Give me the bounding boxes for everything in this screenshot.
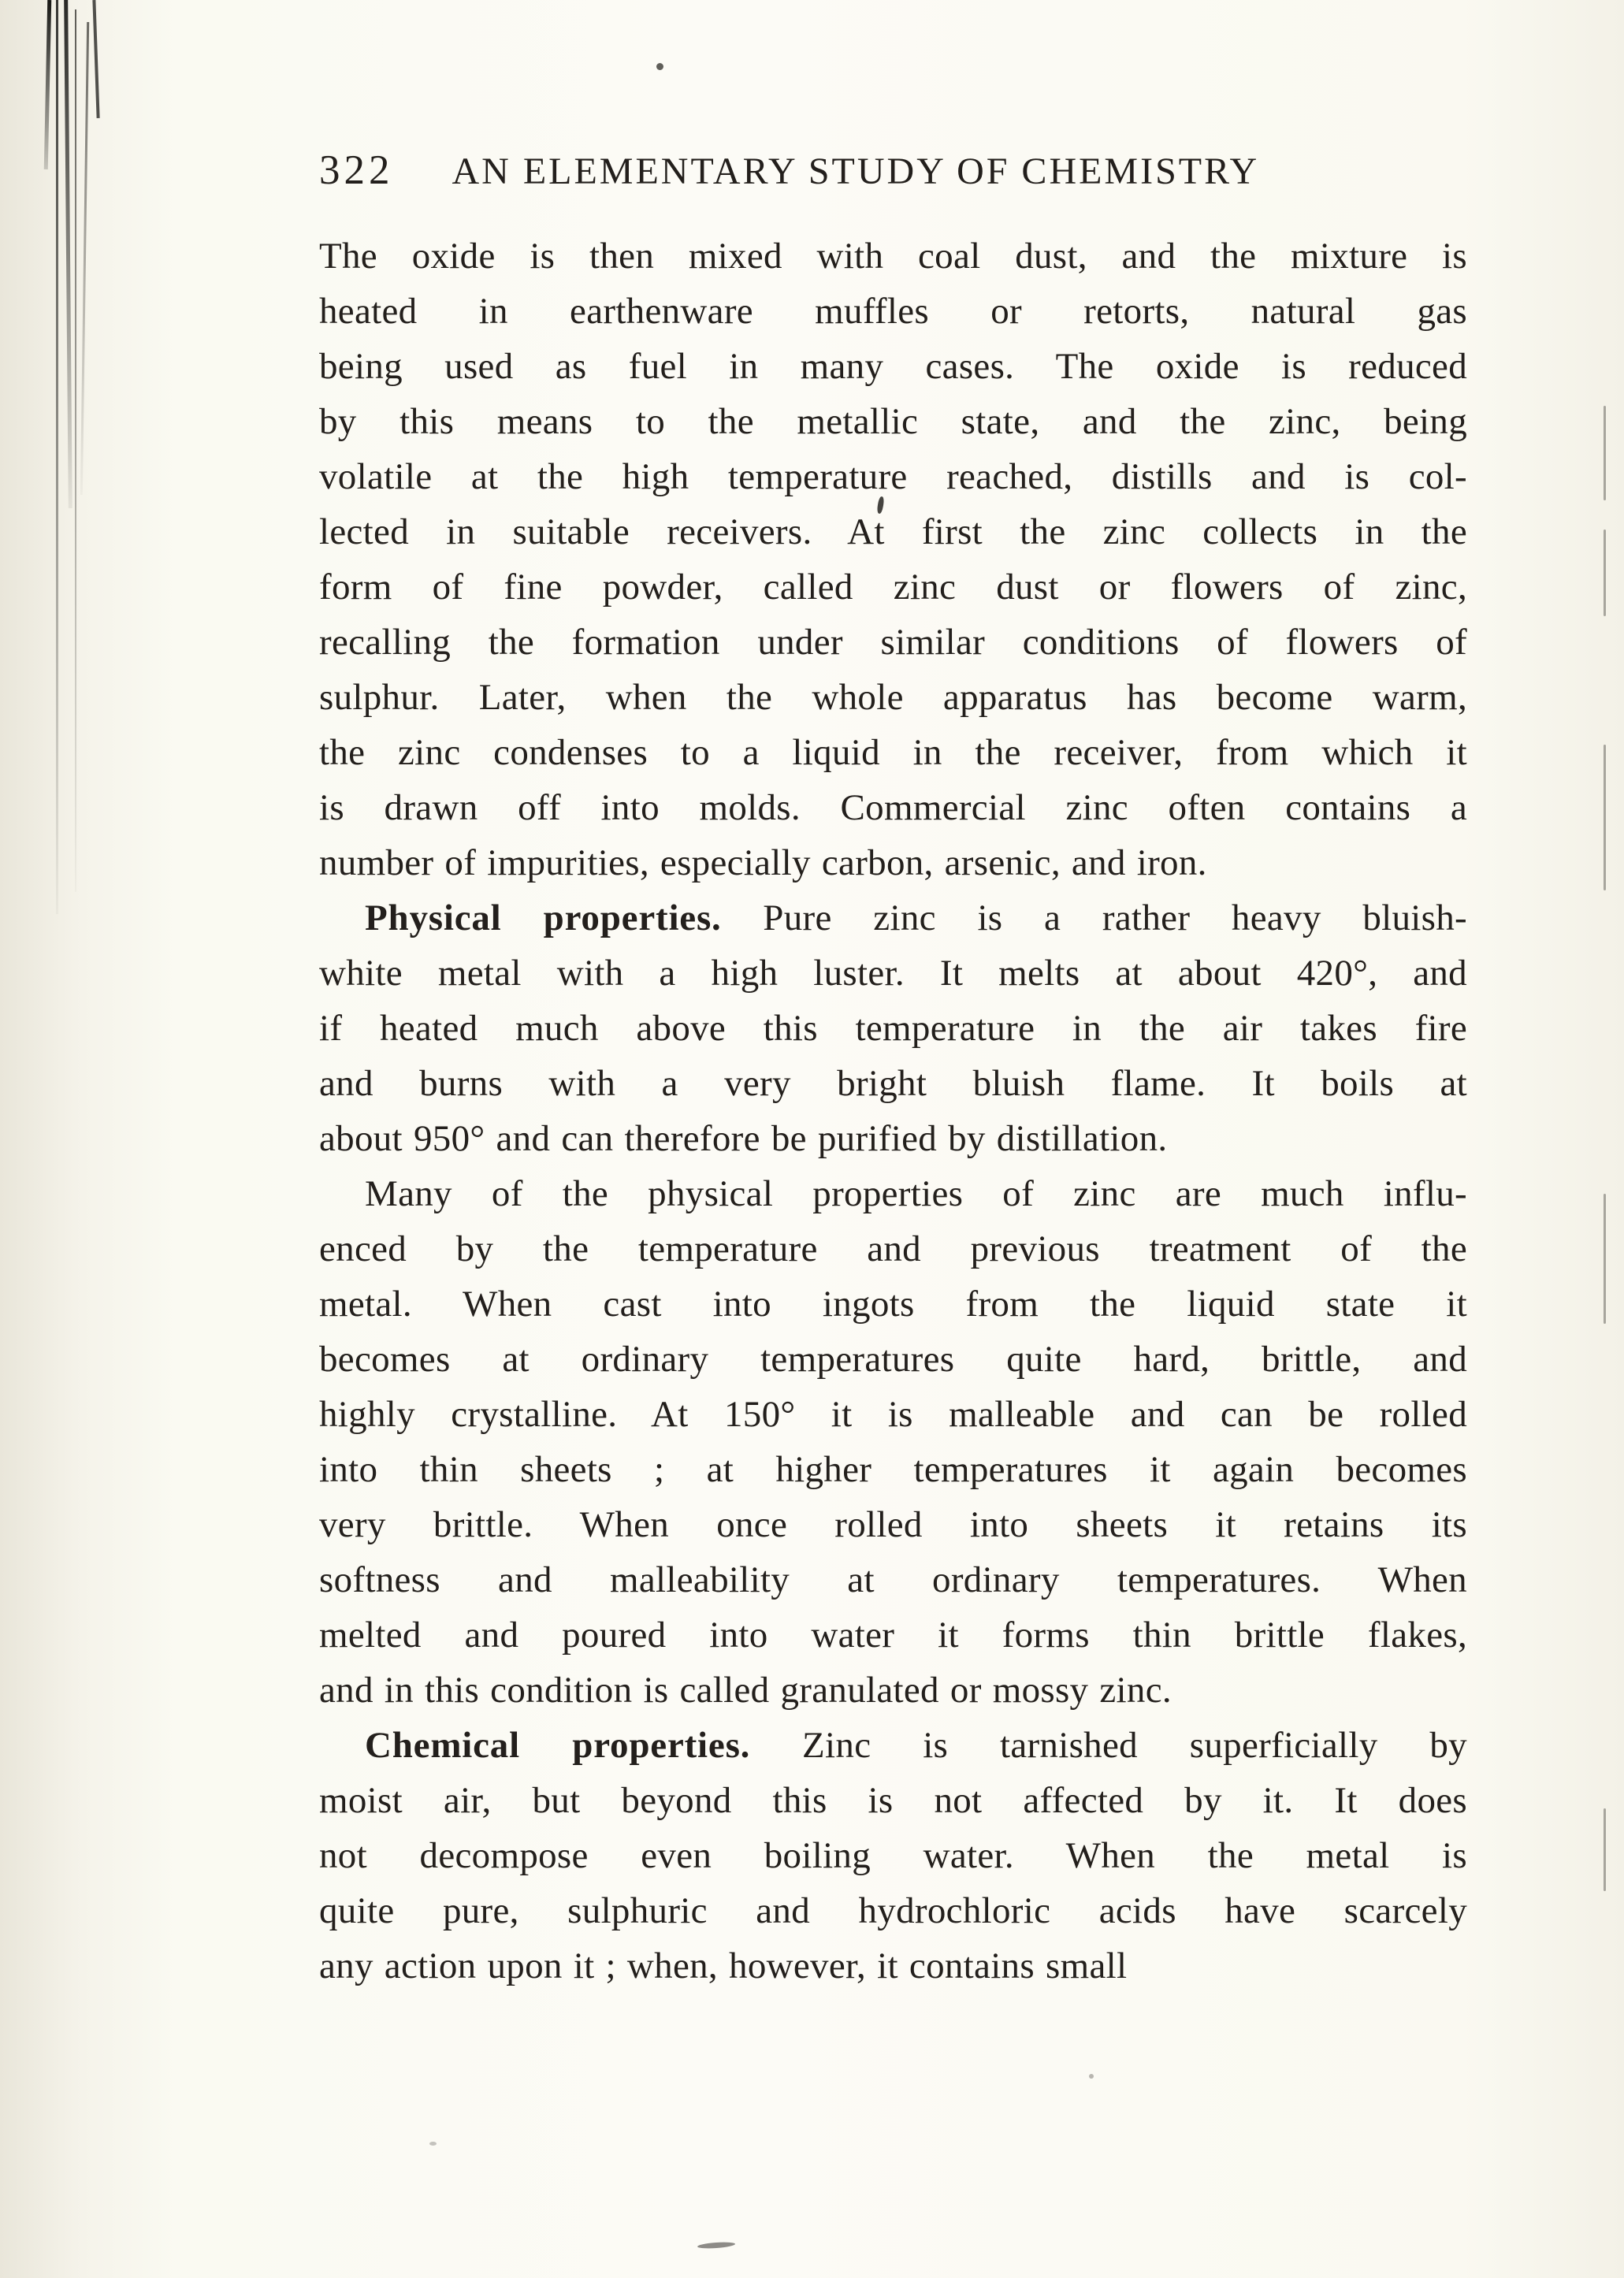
binding-streak xyxy=(80,22,89,495)
binding-streak xyxy=(75,9,76,892)
text-line: and burns with a very bright bluish flame. It boils at xyxy=(319,1063,1467,1104)
binding-streak xyxy=(56,0,58,914)
text-line: lected in suitable receivers. At first the zinc collects in the xyxy=(319,511,1467,552)
lead-line-rest: Pure zinc is a rather heavy bluish- xyxy=(763,897,1467,938)
text-line: moist air, but beyond this is not affected by it. It does xyxy=(319,1780,1467,1821)
ink-speck xyxy=(697,2241,735,2249)
lead-line-rest: Zinc is tarnished superficially by xyxy=(802,1725,1467,1766)
text-line: sulphur. Later, when the whole apparatus has become warm, xyxy=(319,677,1467,718)
text-line: enced by the temperature and previous treatment of the xyxy=(319,1228,1467,1269)
edge-mark xyxy=(1604,530,1606,616)
bold-lead-physical-properties: Physical properties. xyxy=(365,897,722,938)
text-line: into thin sheets ; at higher temperatures it again becomes xyxy=(319,1449,1467,1490)
paragraph-physical-properties xyxy=(319,890,1467,1166)
text-line: about 950° and can therefore be purified by distillation. xyxy=(319,1118,1168,1159)
text-line: volatile at the high temperature reached, distills and is col- xyxy=(319,456,1467,497)
ink-speck xyxy=(1089,2074,1094,2079)
text-line: being used as fuel in many cases. The oxide is reduced xyxy=(319,346,1467,387)
edge-mark xyxy=(1604,1194,1606,1324)
text-line: highly crystalline. At 150° it is malleable and can be rolled xyxy=(319,1394,1467,1435)
paragraph-physical-properties-continued xyxy=(319,1166,1467,1718)
text-line: The oxide is then mixed with coal dust, and the mixture is xyxy=(319,236,1467,277)
text-line: quite pure, sulphuric and hydrochloric acids have scarcely xyxy=(319,1890,1467,1931)
edge-mark xyxy=(1604,1808,1606,1891)
running-title: AN ELEMENTARY STUDY OF CHEMISTRY xyxy=(452,151,1260,192)
page-header xyxy=(319,147,1467,194)
ink-speck xyxy=(656,63,663,70)
binding-streak xyxy=(92,0,99,118)
binding-streak xyxy=(44,0,52,169)
text-line: any action upon it ; when, however, it contains small xyxy=(319,1945,1128,1986)
text-line: and in this condition is called granulated or mossy zinc. xyxy=(319,1670,1172,1711)
text-line: white metal with a high luster. It melts at about 420°, and xyxy=(319,953,1467,994)
edge-mark xyxy=(1604,745,1606,890)
edge-mark xyxy=(1604,406,1606,500)
binding-streak xyxy=(64,0,72,508)
text-line: Many of the physical properties of zinc are much influ- xyxy=(365,1173,1467,1214)
text-line: if heated much above this temperature in the air takes fire xyxy=(319,1008,1467,1049)
text-line xyxy=(319,890,1467,946)
text-line: the zinc condenses to a liquid in the receiver, from which it xyxy=(319,732,1467,773)
ink-speck xyxy=(429,2142,437,2146)
text-line: is drawn off into molds. Commercial zinc often contains a xyxy=(319,787,1467,828)
text-line: very brittle. When once rolled into sheets it retains its xyxy=(319,1504,1467,1545)
bold-lead-chemical-properties: Chemical properties. xyxy=(365,1725,751,1766)
binding-shadow-artifacts xyxy=(0,0,134,961)
scan-edge-marks xyxy=(1569,0,1624,2278)
page-number: 322 xyxy=(319,147,394,193)
paragraph-chemical-properties xyxy=(319,1718,1467,1994)
text-line: softness and malleability at ordinary temperatures. When xyxy=(319,1559,1467,1600)
text-line: form of fine powder, called zinc dust or flowers of zinc, xyxy=(319,567,1467,608)
text-line: by this means to the metallic state, and the zinc, being xyxy=(319,401,1467,442)
text-line: recalling the formation under similar conditions of flowers of xyxy=(319,622,1467,663)
text-line: becomes at ordinary temperatures quite hard, brittle, and xyxy=(319,1339,1467,1380)
text-line: metal. When cast into ingots from the liquid state it xyxy=(319,1284,1467,1325)
text-line: melted and poured into water it forms thin brittle flakes, xyxy=(319,1615,1467,1656)
text-line: number of impurities, especially carbon, arsenic, and iron. xyxy=(319,842,1207,883)
paragraph-zinc-production xyxy=(319,229,1467,890)
text-line xyxy=(319,1718,1467,1773)
text-line: heated in earthenware muffles or retorts, natural gas xyxy=(319,291,1467,332)
text-line: not decompose even boiling water. When the metal is xyxy=(319,1835,1467,1876)
page-body xyxy=(319,229,1467,1994)
